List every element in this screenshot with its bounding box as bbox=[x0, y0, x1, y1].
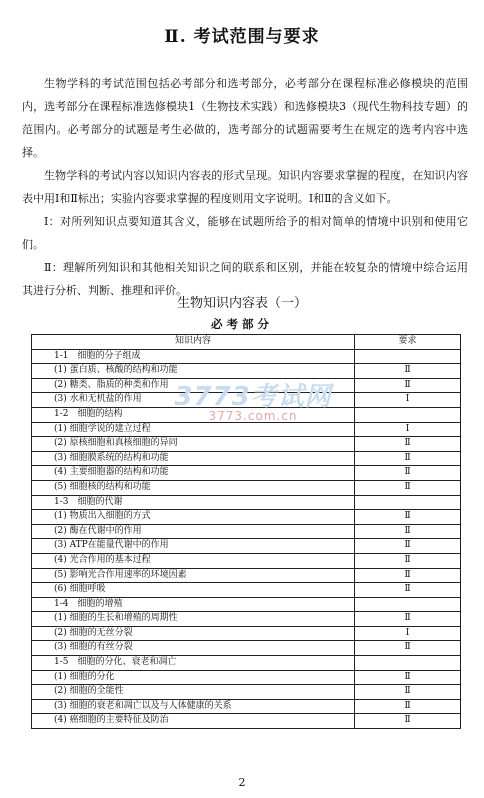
paragraph-level-1: Ⅰ：对所列知识点要知道其含义，能够在试题所给予的相对简单的情境中识别和使用它们。 bbox=[22, 215, 468, 251]
knowledge-item: (2) 细胞的无丝分裂 bbox=[32, 626, 355, 641]
section-title: 1-2 细胞的结构 bbox=[32, 407, 355, 422]
knowledge-item: (2) 酶在代谢中的作用 bbox=[32, 524, 355, 539]
page-number: 2 bbox=[238, 776, 246, 789]
section-title: 1-3 细胞的代谢 bbox=[32, 495, 355, 510]
knowledge-item: (4) 主要细胞器的结构和功能 bbox=[32, 466, 355, 481]
table-row bbox=[32, 699, 461, 714]
knowledge-item: (2) 原核细胞和真核细胞的异同 bbox=[32, 437, 355, 452]
table-row bbox=[32, 670, 461, 685]
table-row bbox=[32, 641, 461, 656]
knowledge-item: (5) 影响光合作用速率的环境因素 bbox=[32, 568, 355, 583]
watermark-url: 3773.com.cn bbox=[208, 409, 298, 423]
knowledge-item: (3) 细胞的有丝分裂 bbox=[32, 641, 355, 656]
table-row bbox=[32, 568, 461, 583]
requirement-level: Ⅱ bbox=[355, 670, 461, 685]
requirement-level: Ⅰ bbox=[355, 393, 461, 408]
requirement-level: Ⅱ bbox=[355, 466, 461, 481]
table-row bbox=[32, 685, 461, 700]
table-row bbox=[32, 393, 461, 408]
paragraph-level-2: Ⅱ：理解所列知识和其他相关知识之间的联系和区别，并能在较复杂的情境中综合运用其进行分析、判断、推理和评价。 bbox=[22, 261, 468, 297]
table-header-row bbox=[32, 335, 461, 350]
table-title: 生物知识内容表（一） bbox=[176, 296, 307, 311]
knowledge-item: (1) 细胞的分化 bbox=[32, 670, 355, 685]
section-requirement bbox=[355, 349, 461, 364]
section-requirement bbox=[355, 656, 461, 671]
requirement-level: Ⅱ bbox=[355, 451, 461, 466]
table-row bbox=[32, 422, 461, 437]
knowledge-item: (6) 细胞呼吸 bbox=[32, 583, 355, 598]
table-subtitle: 必考部分 bbox=[211, 317, 273, 331]
section-row bbox=[32, 597, 461, 612]
table-row bbox=[32, 626, 461, 641]
knowledge-item: (4) 光合作用的基本过程 bbox=[32, 553, 355, 568]
requirement-level: Ⅱ bbox=[355, 437, 461, 452]
knowledge-item: (1) 蛋白质、核酸的结构和功能 bbox=[32, 364, 355, 379]
knowledge-item: (1) 物质出入细胞的方式 bbox=[32, 510, 355, 525]
header-content: 知识内容 bbox=[32, 335, 355, 350]
watermark-text: 3773考试网 bbox=[174, 382, 332, 412]
table-row bbox=[32, 583, 461, 598]
knowledge-item: (2) 细胞的全能性 bbox=[32, 685, 355, 700]
section-title: 1-5 细胞的分化、衰老和凋亡 bbox=[32, 656, 355, 671]
knowledge-item: (3) 水和无机盐的作用 bbox=[32, 393, 355, 408]
table-row bbox=[32, 364, 461, 379]
knowledge-item: (3) 细胞的衰老和凋亡以及与人体健康的关系 bbox=[32, 699, 355, 714]
requirement-level: Ⅰ bbox=[355, 626, 461, 641]
section-requirement bbox=[355, 597, 461, 612]
page-title: Ⅱ. 考试范围与要求 bbox=[164, 27, 320, 47]
requirement-level: Ⅱ bbox=[355, 568, 461, 583]
requirement-level: Ⅱ bbox=[355, 612, 461, 627]
table-row bbox=[32, 437, 461, 452]
intro-text bbox=[22, 72, 468, 302]
table-body bbox=[32, 349, 461, 728]
table-row bbox=[32, 466, 461, 481]
requirement-level: Ⅱ bbox=[355, 699, 461, 714]
table-row bbox=[32, 451, 461, 466]
knowledge-item: (2) 糖类、脂质的种类和作用 bbox=[32, 378, 355, 393]
knowledge-item: (3) 细胞膜系统的结构和功能 bbox=[32, 451, 355, 466]
requirement-level: Ⅱ bbox=[355, 524, 461, 539]
section-row bbox=[32, 407, 461, 422]
paragraph-scope: 生物学科的考试范围包括必考部分和选考部分，必考部分在课程标准必修模块的范围内，选考部分在课程标准选修模块1（生物技术实践）和选修模块3（现代生物科技专题）的范围内。必考部分的试题是考生必做的，选考部分的试题需要考生在规定的选考内容中选择。 bbox=[22, 77, 468, 159]
knowledge-item: (1) 细胞学说的建立过程 bbox=[32, 422, 355, 437]
section-row bbox=[32, 349, 461, 364]
section-requirement bbox=[355, 407, 461, 422]
knowledge-item: (1) 细胞的生长和增殖的周期性 bbox=[32, 612, 355, 627]
table-row bbox=[32, 539, 461, 554]
requirement-level: Ⅱ bbox=[355, 378, 461, 393]
table-row bbox=[32, 480, 461, 495]
section-requirement bbox=[355, 495, 461, 510]
table-row bbox=[32, 553, 461, 568]
requirement-level: Ⅱ bbox=[355, 583, 461, 598]
requirement-level: Ⅱ bbox=[355, 685, 461, 700]
requirement-level: Ⅱ bbox=[355, 480, 461, 495]
table-row bbox=[32, 524, 461, 539]
header-requirement: 要求 bbox=[355, 335, 461, 350]
requirement-level: Ⅱ bbox=[355, 539, 461, 554]
paragraph-format: 生物学科的考试内容以知识内容表的形式呈现。知识内容要求掌握的程度，在知识内容表中用Ⅰ和Ⅱ标出；实验内容要求掌握的程度则用文字说明。Ⅰ和Ⅱ的含义如下。 bbox=[22, 169, 468, 205]
requirement-level: Ⅱ bbox=[355, 510, 461, 525]
table-row bbox=[32, 510, 461, 525]
section-title: 1-1 细胞的分子组成 bbox=[32, 349, 355, 364]
requirement-level: Ⅱ bbox=[355, 553, 461, 568]
knowledge-item: (5) 细胞核的结构和功能 bbox=[32, 480, 355, 495]
section-row bbox=[32, 495, 461, 510]
requirement-level: Ⅱ bbox=[355, 714, 461, 729]
requirement-level: Ⅱ bbox=[355, 364, 461, 379]
knowledge-item: (3) ATP在能量代谢中的作用 bbox=[32, 539, 355, 554]
requirement-level: Ⅰ bbox=[355, 422, 461, 437]
knowledge-item: (4) 癌细胞的主要特征及防治 bbox=[32, 714, 355, 729]
section-row bbox=[32, 656, 461, 671]
table-row bbox=[32, 612, 461, 627]
section-title: 1-4 细胞的增殖 bbox=[32, 597, 355, 612]
knowledge-table bbox=[31, 334, 461, 729]
table-row bbox=[32, 714, 461, 729]
requirement-level: Ⅱ bbox=[355, 641, 461, 656]
table-row bbox=[32, 378, 461, 393]
